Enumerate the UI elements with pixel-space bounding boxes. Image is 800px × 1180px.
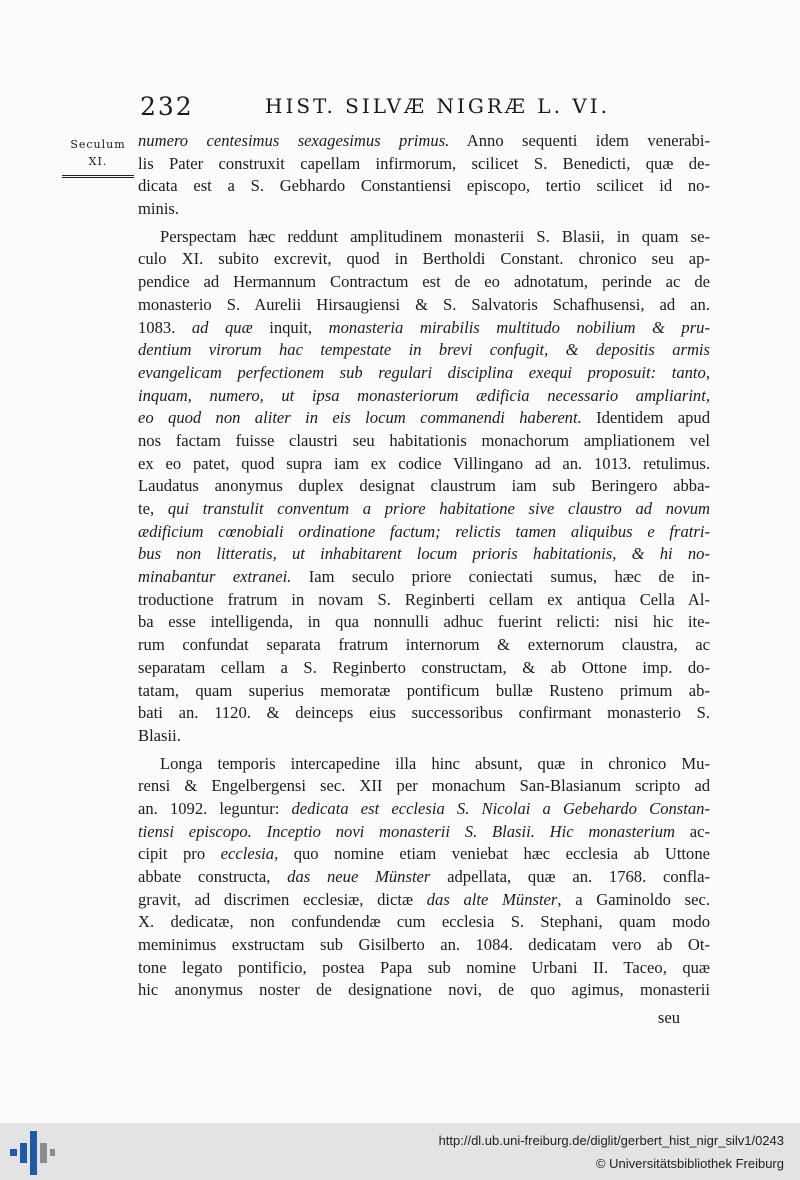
paragraph [138,753,710,1003]
text-line: bati an. 1120. & deinceps eius successoribus confirmant monasterio S. [138,703,710,723]
text-line: ædificium cœnobiali ordinatione factum; relictis tamen aliquibus e fratri- [138,521,710,541]
text-line: monasterio S. Aurelii Hirsaugiensi & S. Salvatoris Schafhusensi, ad an. [138,294,710,314]
text-line: dicata est a S. Gebhardo Constantiensi episcopo, tertio scilicet id no- [138,176,710,196]
text-line: X. dedicatæ, non confundendæ cum ecclesia S. Stephani, quam modo [138,912,710,932]
text-line: rum confundat separata fratrum internorum & externorum claustra, ac [138,635,710,655]
text-line: rensi & Engelbergensi sec. XII per monachum San-Blasianum scripto ad [138,776,710,796]
text-line: pendice ad Hermannum Contractum est de eo adnotatum, perinde ac de [138,272,710,292]
margin-note-numeral: XI. [88,155,108,168]
text-line: inquam, numero, ut ipsa monasteriorum ædificia necessario ampliarint, [138,385,710,405]
text-line: ex eo patet, quod supra iam ex codice Villingano ad an. 1013. retulimus. [138,453,710,473]
paragraph [138,130,710,221]
viewer-footer [0,1123,800,1180]
text-line: an. 1092. leguntur: dedicata est ecclesia S. Nicolai a Gebehardo Constan- [138,798,710,818]
library-logo-icon [10,1131,55,1171]
text-line: nos factam fuisse claustri seu habitationis monachorum ampliationem vel [138,430,710,450]
page-header [140,92,710,126]
text-line: dentium virorum hac tempestate in brevi confugit, & depositis armis [138,340,710,360]
text-line: gravit, ad discrimen ecclesiæ, dictæ das alte Münster, a Gaminoldo sec. [138,889,710,909]
margin-note [60,136,136,170]
catchword: seu [657,1008,680,1028]
paragraph [138,226,710,748]
text-line: numero centesimus sexagesimus primus. Anno sequenti idem venerabi- [138,131,710,150]
text-line: bus non litteratis, ut inhabitarent locum prioris habitationis, & hi no- [138,544,710,564]
text-line: 1083. ad quæ inquit, monasteria mirabilis multitudo nobilium & pru- [138,317,711,337]
text-line: Laudatus anonymus duplex designat claustrum iam sub Beringero abba- [138,476,710,496]
text-line: cipit pro ecclesia, quo nomine etiam veniebat hæc ecclesia ab Uttone [138,844,710,864]
text-line: separatam cellam a S. Reginberto constructam, & ab Ottone imp. do- [138,657,710,677]
text-line: Blasii. [138,725,181,745]
text-line: tatam, quam superius memoratæ pontificum bullæ Rusteno primum ab- [138,680,710,700]
text-line: abbate constructa, das neue Münster adpellata, quæ an. 1768. confla- [138,867,711,886]
margin-note-century: Seculum [70,138,126,151]
permalink-url[interactable]: http://dl.ub.uni-freiburg.de/diglit/gerbert_hist_nigr_silv1/0243 [438,1133,784,1148]
text-line: lis Pater construxit capellam infirmorum, scilicet S. Benedicti, quæ de- [138,153,710,173]
text-line: minabantur extranei. Iam seculo priore coniectati sumus, hæc de in- [138,567,711,587]
text-line: te, qui transtulit conventum a priore habitatione sive claustro ad novum [138,499,710,518]
page-number: 232 [140,92,194,121]
running-head: HIST. SILVÆ NIGRÆ L. VI. [265,94,610,118]
text-line: hic anonymus noster de designatione novi, de quo agimus, monasterii [138,980,710,1000]
text-line: troductione fratrum in novam S. Reginberti cellam ex antiqua Cella Al- [138,589,710,609]
body-text [138,130,710,1030]
text-line: ba esse intelligenda, in qua nonnulli adhuc fuerint relicti: nisi hic ite- [138,612,710,632]
text-line: tone legato pontificio, postea Papa sub nomine Urbani II. Taceo, quæ [138,957,710,977]
text-line: evangelicam perfectionem sub regulari disciplina exequi proposuit: tanto, [138,362,710,382]
text-line: meminimus exstructam sub Gisilberto an. 1084. dedicatam vero ab Ot- [138,935,710,955]
margin-rule [62,175,134,178]
text-line: Longa temporis intercapedine illa hinc absunt, quæ in chronico Mu- [160,753,710,773]
text-line: minis. [138,199,180,219]
text-line: eo quod non aliter in eis locum commanendi haberent. Identidem apud [138,408,710,428]
text-line: culo XI. subito excrevit, quod in Bertholdi Constant. chronico seu ap- [138,249,710,269]
text-line: tiensi episcopo. Inceptio novi monasterii S. Blasii. Hic monasterium ac- [138,821,710,841]
text-line: Perspectam hæc reddunt amplitudinem monasterii S. Blasii, in quam se- [160,226,710,246]
copyright-notice: © Universitätsbibliothek Freiburg [595,1156,784,1171]
